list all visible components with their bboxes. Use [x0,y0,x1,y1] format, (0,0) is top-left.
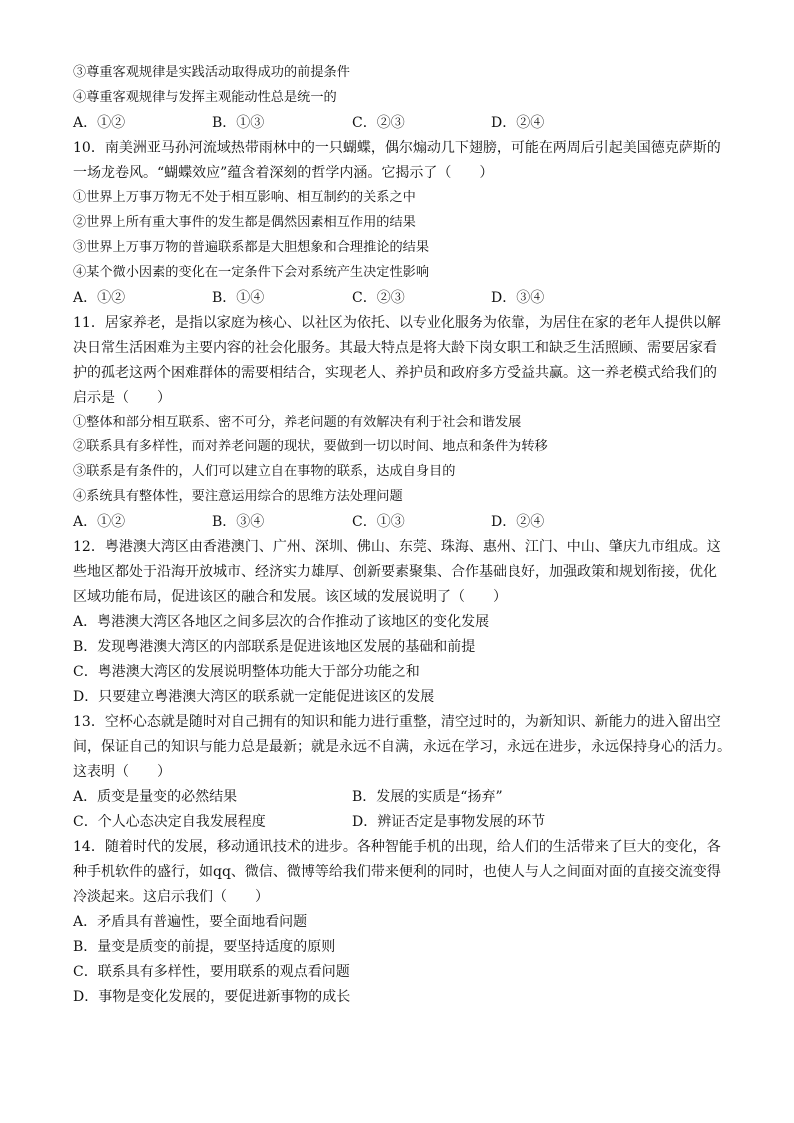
statement-3: ③尊重客观规律是实践活动取得成功的前提条件 [73,65,350,80]
question-10-statement: ④某个微小因素的变化在一定条件下会对系统产生决定性影响 [73,265,430,280]
question-13-option-d: D．辨证否定是事物发展的环节 [352,814,546,830]
question-14-option-b: B．量变是质变的前提，要坚持适度的原则 [73,939,336,955]
question-11-stem-line: 决日常生活困难为主要内容的社会化服务。其最大特点是将大龄下岗女职工和缺乏生活照顾、需要居家看 [73,340,717,356]
question-11-statement: ③联系是有条件的，人们可以建立自在事物的联系，达成自身目的 [73,464,456,479]
question-13-option-a: A．质变是量变的必然结果 [73,789,238,805]
question-13-option-b: B．发展的实质是“扬弃” [352,789,503,805]
question-11-option-d: D．②④ [491,514,545,530]
option-d: D．②④ [491,115,545,131]
question-14-option-d: D．事物是变化发展的，要促进新事物的成长 [73,989,351,1005]
question-12-option-d: D．只要建立粤港澳大湾区的联系就一定能促进该区的发展 [73,689,435,705]
question-12-stem-line: 区域功能布局，促进该区的融合和发展。该区域的发展说明了（ ） [73,589,507,605]
question-10-statement: ①世界上万事万物无不处于相互影响、相互制约的关系之中 [73,190,416,205]
question-13-stem-line: 这表明（ ） [73,764,171,780]
question-10-stem-line: 一场龙卷风。“蝴蝶效应”蕴含着深刻的哲学内涵。它揭示了（ ） [73,165,494,181]
question-12-option-c: C．粤港澳大湾区的发展说明整体功能大于部分功能之和 [73,664,420,680]
question-10-option-b: B．①④ [212,290,265,306]
question-11-option-c: C．①③ [352,514,405,530]
question-10-option-d: D．③④ [491,290,545,306]
question-13-option-c: C．个人心态决定自我发展程度 [73,814,266,830]
question-11-option-b: B．③④ [212,514,265,530]
question-13-stem-line: 13．空杯心态就是随时对自己拥有的知识和能力进行重整，清空过时的，为新知识、新能力的进入留出空 [73,714,721,730]
question-11-stem-line: 启示是（ ） [73,390,171,406]
question-11-stem-line: 护的孤老这两个困难群体的需要相结合，实现老人、养护员和政府多方受益共赢。这一养老模式给我们的 [73,365,717,381]
statement-4: ④尊重客观规律与发挥主观能动性总是统一的 [73,90,337,105]
option-a: A．①② [73,115,126,131]
question-12-option-b: B．发现粤港澳大湾区的内部联系是促进该地区发展的基础和前提 [73,639,476,655]
question-12-stem-line: 12．粤港澳大湾区由香港澳门、广州、深圳、佛山、东莞、珠海、惠州、江门、中山、肇庆九市组成。这 [73,539,721,555]
question-10-statement: ②世界上所有重大事件的发生都是偶然因素相互作用的结果 [73,215,416,230]
question-14-option-a: A．矛盾具有普遍性，要全面地看问题 [73,914,308,930]
question-11-statement: ①整体和部分相互联系、密不可分，养老问题的有效解决有利于社会和谐发展 [73,415,522,430]
option-b: B．①③ [212,115,265,131]
question-14-stem-line: 14．随着时代的发展，移动通讯技术的进步。各种智能手机的出现，给人们的生活带来了巨大的变化，各 [73,839,721,855]
question-11-statement: ④系统具有整体性，要注意运用综合的思维方法处理问题 [73,489,403,504]
question-10-statement: ③世界上万事万物的普遍联系都是大胆想象和合理推论的结果 [73,240,430,255]
question-11-statement: ②联系具有多样性，而对养老问题的现状，要做到一切以时间、地点和条件为转移 [73,439,548,454]
question-12-option-a: A．粤港澳大湾区各地区之间多层次的合作推动了该地区的变化发展 [73,614,490,630]
question-11-stem-line: 11．居家养老，是指以家庭为核心、以社区为依托、以专业化服务为依靠，为居住在家的老年人提供以解 [73,315,721,331]
question-14-stem-line: 冷淡起来。这启示我们（ ） [73,889,269,905]
question-12-stem-line: 些地区都处于沿海开放城市、经济实力雄厚、创新要素聚集、合作基础良好，加强政策和规划衔接，优化 [73,564,717,580]
question-14-stem-line: 种手机软件的盛行，如qq、微信、微博等给我们带来便利的同时，也使人与人之间面对面的直接交流变得 [73,864,721,880]
option-c: C．②③ [352,115,405,131]
question-11-option-a: A．①② [73,514,126,530]
question-13-stem-line: 间，保证自己的知识与能力总是最新；就是永远不自满，永远在学习，永远在进步，永远保持身心的活力。 [73,739,731,755]
question-10-option-c: C．②③ [352,290,405,306]
question-10-option-a: A．①② [73,290,126,306]
question-14-option-c: C．联系具有多样性，要用联系的观点看问题 [73,964,350,980]
question-10-stem-line: 10．南美洲亚马孙河流域热带雨林中的一只蝴蝶，偶尔煽动几下翅膀，可能在两周后引起美国德克萨斯的 [73,140,721,156]
